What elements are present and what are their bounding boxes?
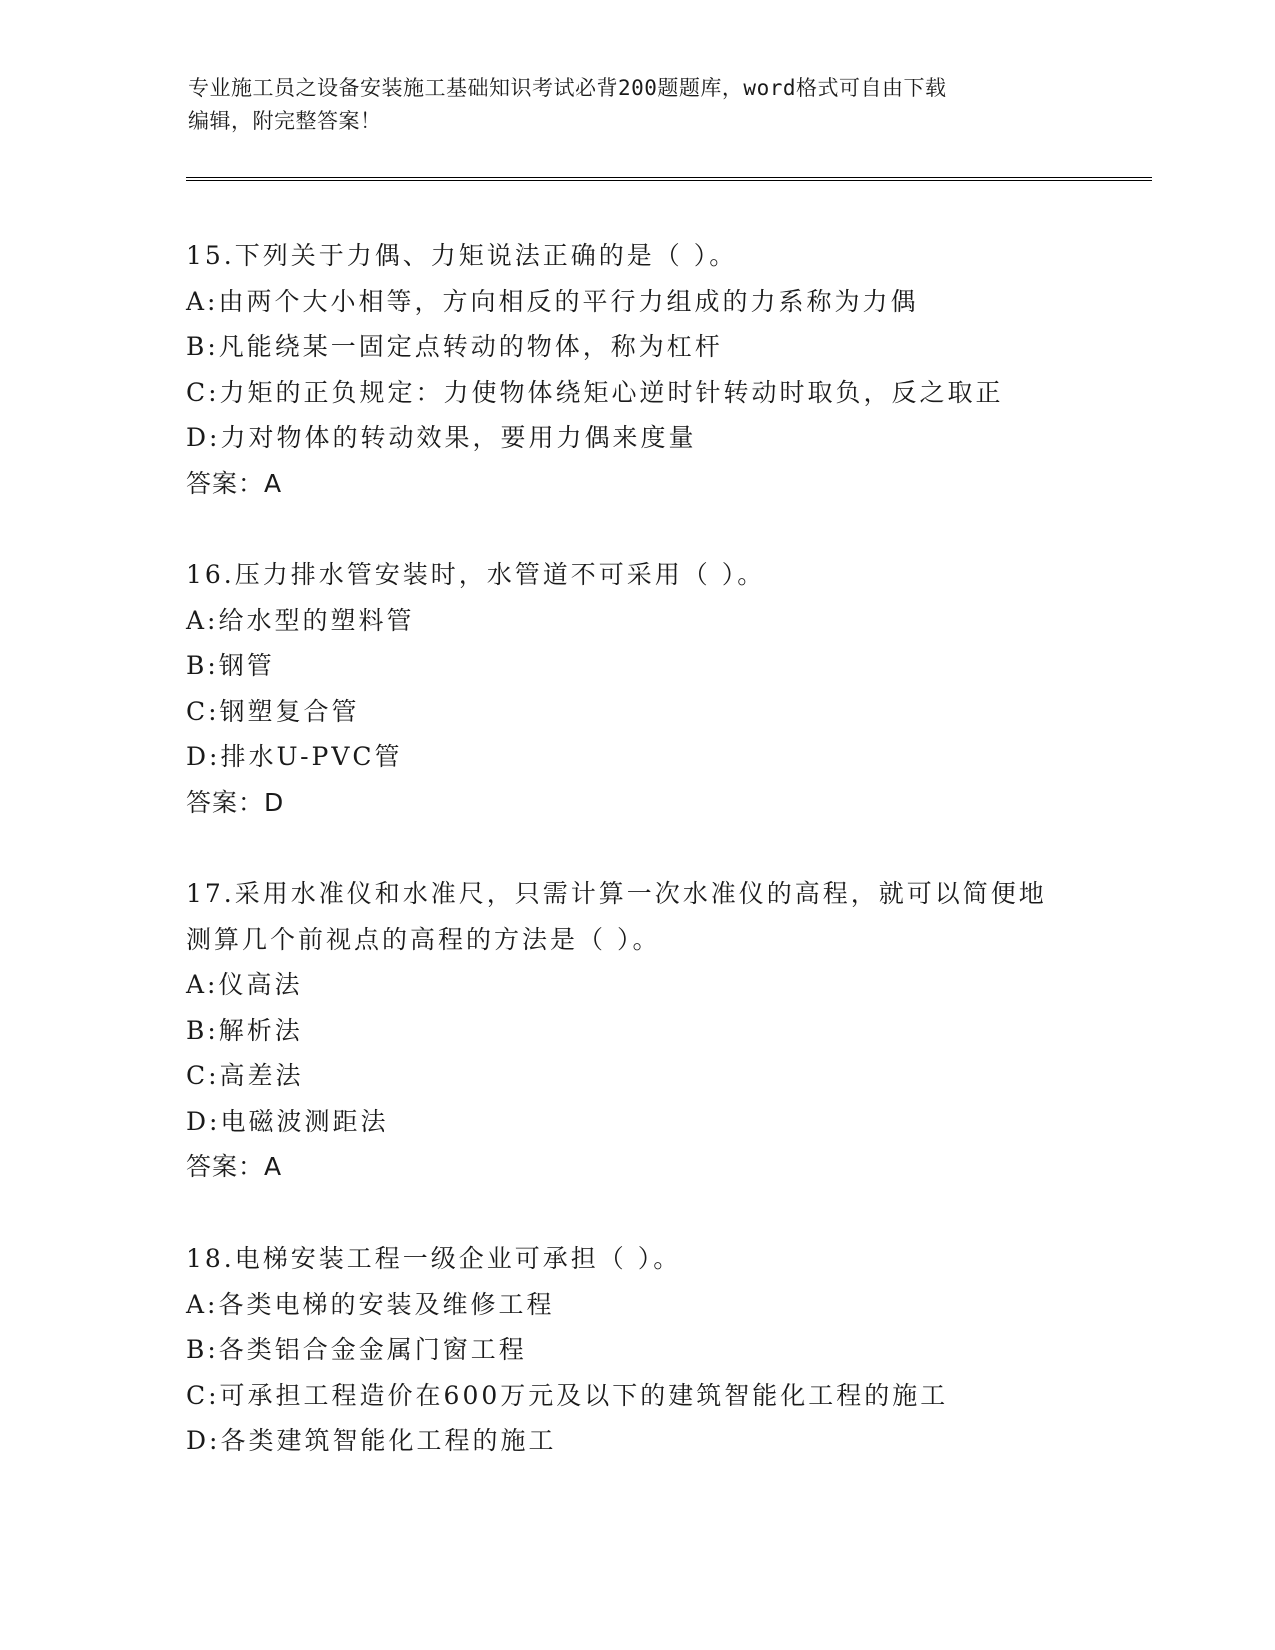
header-divider	[186, 177, 1152, 181]
option-c: C:钢塑复合管	[186, 696, 360, 726]
option-a: A:仪高法	[186, 970, 303, 999]
question-stem-line-1: 17.采用水准仪和水准尺，只需计算一次水准仪的高程，就可以简便地	[186, 879, 1047, 908]
option-a: A:给水型的塑料管	[186, 605, 415, 635]
option-c: C:可承担工程造价在600万元及以下的建筑智能化工程的施工	[186, 1380, 949, 1410]
option-a: A:各类电梯的安装及维修工程	[186, 1289, 555, 1319]
option-c: C:力矩的正负规定：力使物体绕矩心逆时针转动时取负，反之取正	[186, 377, 1004, 407]
question-15	[186, 233, 1136, 506]
question-stem: 16.压力排水管安装时，水管道不可采用（ ）。	[186, 560, 766, 589]
answer-label: 答案：A	[186, 1152, 283, 1181]
option-b: B:凡能绕某一固定点转动的物体，称为杠杆	[186, 332, 723, 361]
document-header: 专业施工员之设备安装施工基础知识考试必背200题题库，word格式可自由下载 编辑，附完整答案！	[188, 76, 947, 133]
option-d: D:各类建筑智能化工程的施工	[186, 1426, 557, 1455]
answer-label: 答案：D	[186, 787, 285, 817]
question-16	[186, 552, 1136, 825]
option-b: B:解析法	[186, 1015, 303, 1045]
question-stem-line-2: 测算几个前视点的高程的方法是（ ）。	[186, 924, 661, 954]
option-d: D:排水U-PVC管	[186, 742, 403, 771]
option-b: B:钢管	[186, 651, 275, 680]
option-c: C:高差法	[186, 1061, 304, 1090]
option-d: D:力对物体的转动效果，要用力偶来度量	[186, 423, 697, 452]
option-b: B:各类铝合金金属门窗工程	[186, 1335, 527, 1364]
question-stem: 18.电梯安装工程一级企业可承担（ ）。	[186, 1244, 682, 1273]
option-d: D:电磁波测距法	[186, 1106, 389, 1136]
option-a: A:由两个大小相等，方向相反的平行力组成的力系称为力偶	[186, 286, 919, 316]
question-17	[186, 871, 1136, 1190]
question-stem: 15.下列关于力偶、力矩说法正确的是（ ）。	[186, 241, 738, 270]
question-18	[186, 1236, 1136, 1464]
answer-label: 答案：A	[186, 468, 283, 498]
